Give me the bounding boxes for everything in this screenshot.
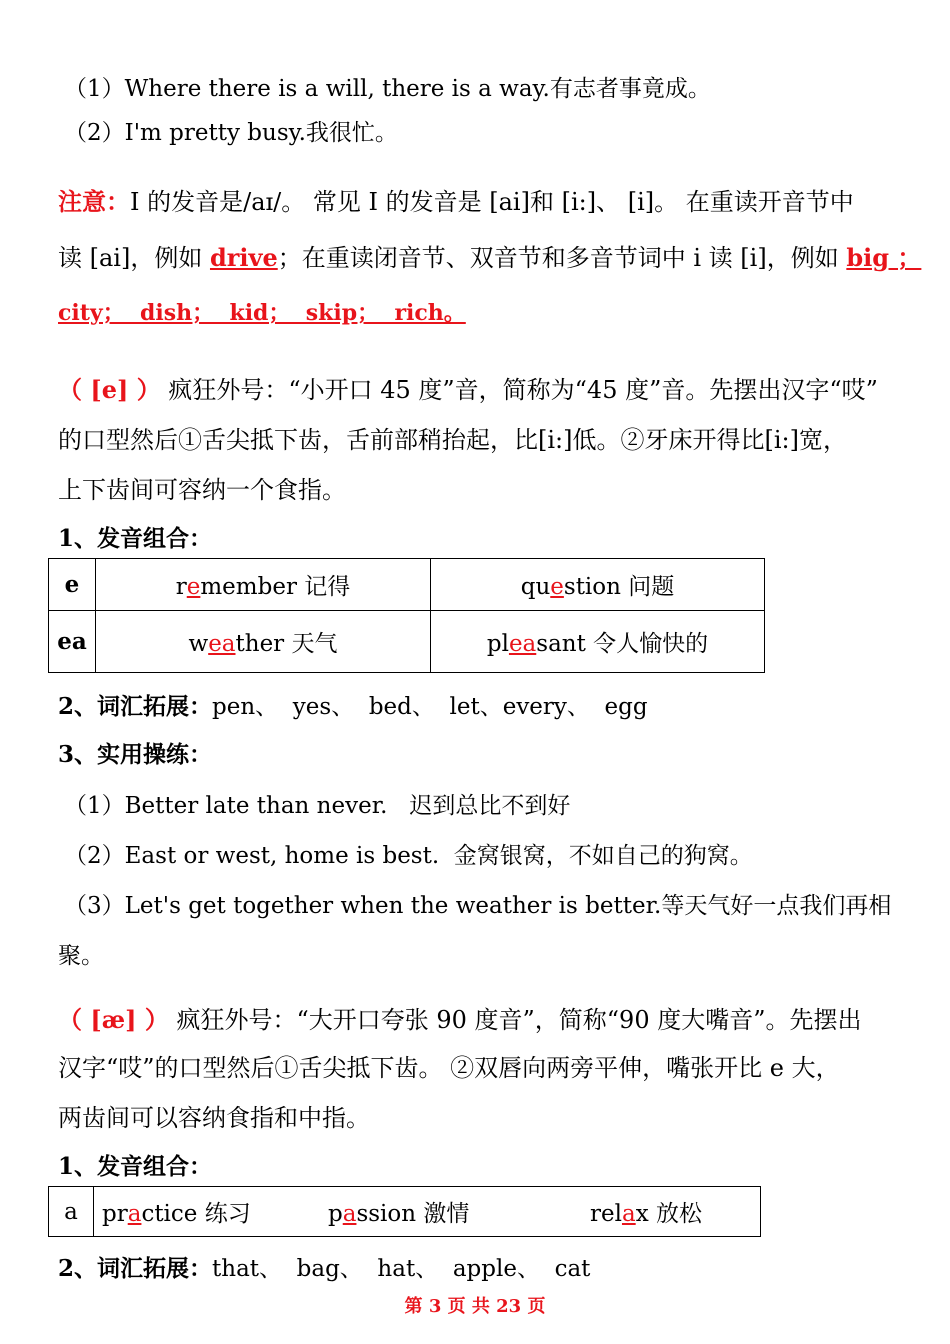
example-word-drive: drive <box>209 243 278 272</box>
phonics-table-ae <box>48 1186 761 1237</box>
page-footer: 第 3 页 共 23 页 <box>404 1296 546 1317</box>
word-practice: practice 练习 <box>102 1201 251 1227</box>
table-cell: pleasant 令人愉快的 <box>431 611 765 673</box>
table-cell: remember 记得 <box>96 559 431 611</box>
section-ae-intro-3: 两齿间可以容纳食指和中指。 <box>58 1104 370 1132</box>
table-cell: weather 天气 <box>96 611 431 673</box>
section-e-intro-3: 上下齿间可容纳一个食指。 <box>58 476 346 504</box>
note-line-1: 注意：I 的发音是/aɪ/。 常见 I 的发音是 [ai]和 [i:]、 [i]。 在重读开音节中 <box>58 187 854 216</box>
table-row <box>49 559 765 611</box>
table-cell <box>94 1187 761 1237</box>
section-e-heading-1: 1、发音组合： <box>58 525 213 552</box>
table-row <box>49 1187 761 1237</box>
section-ae-vocab: 2、词汇拓展：that、 bag、 hat、 apple、 cat <box>58 1255 591 1282</box>
section-e-vocab: 2、词汇拓展：pen、 yes、 bed、 let、every、 egg <box>58 693 648 720</box>
phonics-table-e <box>48 558 765 673</box>
section-ae-intro-2: 汉字“哎”的口型然后①舌尖抵下齿。 ②双唇向两旁平伸，嘴张开比 e 大， <box>58 1054 840 1082</box>
note-line-3: city； dish； kid； skip； rich。 <box>58 300 466 326</box>
section-e-intro-2: 的口型然后①舌尖抵下齿，舌前部稍抬起，比[i:]低。②牙床开得比[i:]宽， <box>58 426 847 454</box>
section-e-exercise-3: （3）Let's get together when the weather is better.等天气好一点我们再相 <box>64 893 892 919</box>
table-key: a <box>49 1187 94 1237</box>
note-line-2: 读 [ai]，例如 drive；在重读闭音节、双音节和多音节词中 i 读 [i]，例如 big ； <box>58 243 922 272</box>
section-e-exercise-3b: 聚。 <box>58 943 104 969</box>
phoneme-ae-symbol: （ [æ] ） <box>58 1005 169 1034</box>
section-e-heading-3: 3、实用操练： <box>58 741 213 768</box>
table-key: e <box>49 559 96 611</box>
table-cell: question 问题 <box>431 559 765 611</box>
table-key: ea <box>49 611 96 673</box>
phoneme-e-symbol: （ [e] ） <box>58 375 161 404</box>
example-1: （1）Where there is a will, there is a way.有志者事竟成。 <box>64 76 711 102</box>
note-label: 注意： <box>58 187 130 216</box>
table-row <box>49 611 765 673</box>
word-relax: relax 放松 <box>590 1201 702 1227</box>
example-2: （2）I'm pretty busy.我很忙。 <box>64 120 398 146</box>
example-word-big: big ； <box>846 243 922 272</box>
section-e-exercise-1: （1）Better late than never. 迟到总比不到好 <box>64 793 571 819</box>
section-ae-intro-1: （ [æ] ） 疯狂外号：“大开口夸张 90 度音”，简称“90 度大嘴音”。先摆出 <box>58 1005 862 1034</box>
word-passion: passion 激情 <box>328 1201 470 1227</box>
section-ae-heading-1: 1、发音组合： <box>58 1153 213 1180</box>
section-e-exercise-2: （2）East or west, home is best. 金窝银窝，不如自己的狗窝。 <box>64 843 753 869</box>
section-e-intro-1: （ [e] ） 疯狂外号：“小开口 45 度”音，简称为“45 度”音。先摆出汉字“哎” <box>58 375 878 404</box>
